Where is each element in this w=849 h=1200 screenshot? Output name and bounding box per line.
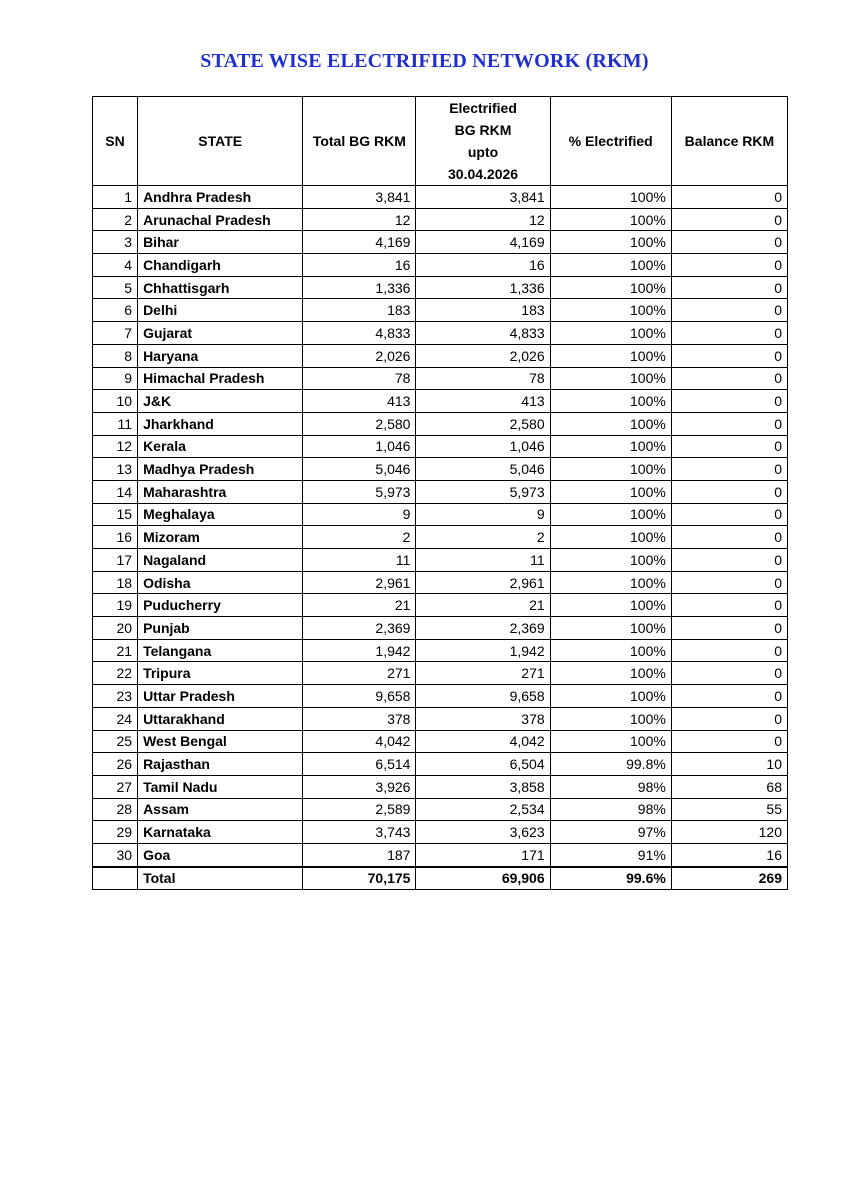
table-row [93,480,788,503]
cell-sn: 9 [93,367,138,390]
cell-total-bg-rkm: 2 [303,526,416,549]
cell-percent-electrified: 100% [550,707,671,730]
cell-total-bg-rkm: 21 [303,594,416,617]
cell-state: Arunachal Pradesh [138,208,303,231]
cell-balance-rkm: 0 [671,412,787,435]
cell-electrified-bg-rkm: 6,504 [416,753,550,776]
cell-total-bg-rkm: 5,046 [303,458,416,481]
cell-percent-electrified: 100% [550,617,671,640]
cell-sn: 14 [93,480,138,503]
header-electrified-bg-rkm: Electrified BG RKM upto 30.04.2026 [416,97,550,186]
cell-total-bg-rkm: 413 [303,390,416,413]
cell-state: Haryana [138,344,303,367]
cell-state: Uttarakhand [138,707,303,730]
cell-sn: 22 [93,662,138,685]
cell-state: Telangana [138,639,303,662]
cell-total-bg-rkm: 11 [303,549,416,572]
cell-sn: 30 [93,843,138,866]
header-percent-electrified: % Electrified [550,97,671,186]
cell-electrified-bg-rkm: 4,833 [416,322,550,345]
cell-sn: 21 [93,639,138,662]
cell-percent-electrified: 100% [550,208,671,231]
table-row [93,208,788,231]
cell-balance-rkm: 120 [671,821,787,844]
cell-state: Tamil Nadu [138,775,303,798]
cell-balance-rkm: 0 [671,186,787,209]
page-title: STATE WISE ELECTRIFIED NETWORK (RKM) [200,50,649,72]
cell-percent-electrified: 100% [550,412,671,435]
cell-electrified-bg-rkm: 12 [416,208,550,231]
cell-total-bg-rkm: 1,942 [303,639,416,662]
cell-total-bg-rkm: 78 [303,367,416,390]
cell-total-bg-rkm: 2,026 [303,344,416,367]
cell-electrified-bg-rkm: 21 [416,594,550,617]
cell-total-bg-rkm: 1,046 [303,435,416,458]
cell-percent-electrified: 100% [550,231,671,254]
cell-electrified-bg-rkm: 1,336 [416,276,550,299]
cell-total-bg-rkm: 12 [303,208,416,231]
cell-state: Andhra Pradesh [138,186,303,209]
cell-sn: 16 [93,526,138,549]
cell-percent-electrified: 100% [550,299,671,322]
cell-total-bg-rkm: 16 [303,254,416,277]
table-row [93,617,788,640]
cell-total-bg-rkm: 3,743 [303,821,416,844]
cell-percent-electrified: 100% [550,367,671,390]
cell-electrified-bg-rkm: 3,623 [416,821,550,844]
cell-percent-electrified: 100% [550,480,671,503]
cell-total-bg-rkm: 4,042 [303,730,416,753]
cell-electrified-bg-rkm: 2 [416,526,550,549]
cell-total-bg-rkm: 2,580 [303,412,416,435]
table-row [93,458,788,481]
cell-electrified-bg-rkm: 183 [416,299,550,322]
cell-electrified-bg-rkm: 2,369 [416,617,550,640]
cell-total-bg-rkm: 183 [303,299,416,322]
table-row [93,526,788,549]
table-row [93,186,788,209]
table-row [93,753,788,776]
cell-sn: 24 [93,707,138,730]
total-balance-rkm: 269 [671,867,787,890]
cell-electrified-bg-rkm: 2,534 [416,798,550,821]
cell-sn: 8 [93,344,138,367]
cell-total-bg-rkm: 4,169 [303,231,416,254]
table-row [93,390,788,413]
cell-balance-rkm: 0 [671,208,787,231]
header-state: STATE [138,97,303,186]
cell-sn: 29 [93,821,138,844]
cell-balance-rkm: 0 [671,594,787,617]
cell-balance-rkm: 0 [671,322,787,345]
cell-state: Mizoram [138,526,303,549]
cell-electrified-bg-rkm: 4,042 [416,730,550,753]
cell-percent-electrified: 100% [550,458,671,481]
cell-state: Puducherry [138,594,303,617]
cell-sn: 5 [93,276,138,299]
cell-balance-rkm: 10 [671,753,787,776]
cell-state: West Bengal [138,730,303,753]
cell-electrified-bg-rkm: 271 [416,662,550,685]
cell-percent-electrified: 100% [550,390,671,413]
total-sn [93,867,138,890]
cell-state: Karnataka [138,821,303,844]
cell-electrified-bg-rkm: 1,046 [416,435,550,458]
cell-sn: 18 [93,571,138,594]
cell-balance-rkm: 0 [671,390,787,413]
cell-percent-electrified: 100% [550,503,671,526]
cell-balance-rkm: 0 [671,480,787,503]
cell-balance-rkm: 0 [671,367,787,390]
table-row [93,254,788,277]
cell-sn: 15 [93,503,138,526]
cell-percent-electrified: 99.8% [550,753,671,776]
cell-balance-rkm: 0 [671,707,787,730]
cell-total-bg-rkm: 2,961 [303,571,416,594]
cell-balance-rkm: 0 [671,344,787,367]
cell-state: Uttar Pradesh [138,685,303,708]
cell-state: Gujarat [138,322,303,345]
table-header-row [93,97,788,186]
cell-sn: 4 [93,254,138,277]
cell-electrified-bg-rkm: 2,026 [416,344,550,367]
cell-state: Himachal Pradesh [138,367,303,390]
cell-electrified-bg-rkm: 378 [416,707,550,730]
cell-sn: 28 [93,798,138,821]
cell-total-bg-rkm: 271 [303,662,416,685]
cell-percent-electrified: 100% [550,322,671,345]
cell-balance-rkm: 0 [671,526,787,549]
header-balance-rkm: Balance RKM [671,97,787,186]
cell-balance-rkm: 0 [671,299,787,322]
total-total-bg-rkm: 70,175 [303,867,416,890]
cell-total-bg-rkm: 3,926 [303,775,416,798]
cell-percent-electrified: 100% [550,685,671,708]
cell-sn: 11 [93,412,138,435]
table-row [93,639,788,662]
cell-percent-electrified: 100% [550,571,671,594]
table-row [93,707,788,730]
cell-state: Bihar [138,231,303,254]
cell-sn: 26 [93,753,138,776]
cell-state: Delhi [138,299,303,322]
cell-total-bg-rkm: 4,833 [303,322,416,345]
table-row [93,843,788,866]
table-row [93,821,788,844]
cell-sn: 10 [93,390,138,413]
table-row [93,594,788,617]
cell-total-bg-rkm: 9 [303,503,416,526]
cell-balance-rkm: 0 [671,254,787,277]
cell-percent-electrified: 91% [550,843,671,866]
cell-electrified-bg-rkm: 1,942 [416,639,550,662]
cell-state: Nagaland [138,549,303,572]
cell-balance-rkm: 0 [671,639,787,662]
table-row [93,549,788,572]
cell-total-bg-rkm: 378 [303,707,416,730]
cell-electrified-bg-rkm: 78 [416,367,550,390]
cell-total-bg-rkm: 6,514 [303,753,416,776]
cell-balance-rkm: 0 [671,276,787,299]
table-row [93,299,788,322]
cell-total-bg-rkm: 187 [303,843,416,866]
table-row [93,798,788,821]
cell-state: Kerala [138,435,303,458]
cell-state: Madhya Pradesh [138,458,303,481]
cell-sn: 6 [93,299,138,322]
cell-state: Goa [138,843,303,866]
cell-balance-rkm: 0 [671,458,787,481]
cell-percent-electrified: 97% [550,821,671,844]
cell-state: Rajasthan [138,753,303,776]
header-sn: SN [93,97,138,186]
cell-electrified-bg-rkm: 16 [416,254,550,277]
cell-state: J&K [138,390,303,413]
total-row [93,867,788,890]
cell-percent-electrified: 100% [550,276,671,299]
table-row [93,685,788,708]
table-row [93,344,788,367]
cell-balance-rkm: 0 [671,730,787,753]
table-row [93,231,788,254]
cell-sn: 27 [93,775,138,798]
cell-electrified-bg-rkm: 9 [416,503,550,526]
cell-state: Jharkhand [138,412,303,435]
cell-balance-rkm: 0 [671,435,787,458]
cell-state: Tripura [138,662,303,685]
header-total-bg-rkm: Total BG RKM [303,97,416,186]
cell-electrified-bg-rkm: 11 [416,549,550,572]
table-row [93,662,788,685]
cell-percent-electrified: 100% [550,344,671,367]
cell-sn: 2 [93,208,138,231]
cell-sn: 25 [93,730,138,753]
cell-sn: 7 [93,322,138,345]
cell-state: Chandigarh [138,254,303,277]
cell-percent-electrified: 100% [550,730,671,753]
total-percent-electrified: 99.6% [550,867,671,890]
total-state: Total [138,867,303,890]
cell-sn: 13 [93,458,138,481]
cell-sn: 19 [93,594,138,617]
table-row [93,775,788,798]
table-row [93,322,788,345]
cell-sn: 12 [93,435,138,458]
cell-state: Maharashtra [138,480,303,503]
cell-state: Assam [138,798,303,821]
cell-balance-rkm: 0 [671,231,787,254]
cell-state: Chhattisgarh [138,276,303,299]
cell-balance-rkm: 0 [671,685,787,708]
cell-percent-electrified: 100% [550,594,671,617]
cell-total-bg-rkm: 2,589 [303,798,416,821]
cell-percent-electrified: 100% [550,662,671,685]
cell-electrified-bg-rkm: 413 [416,390,550,413]
cell-percent-electrified: 100% [550,549,671,572]
cell-electrified-bg-rkm: 2,580 [416,412,550,435]
cell-balance-rkm: 0 [671,617,787,640]
cell-total-bg-rkm: 9,658 [303,685,416,708]
table-row [93,435,788,458]
cell-sn: 3 [93,231,138,254]
cell-sn: 1 [93,186,138,209]
cell-balance-rkm: 0 [671,662,787,685]
cell-balance-rkm: 16 [671,843,787,866]
total-electrified-bg-rkm: 69,906 [416,867,550,890]
cell-balance-rkm: 0 [671,503,787,526]
table-row [93,571,788,594]
table-row [93,276,788,299]
cell-percent-electrified: 98% [550,798,671,821]
cell-electrified-bg-rkm: 2,961 [416,571,550,594]
cell-electrified-bg-rkm: 3,858 [416,775,550,798]
cell-total-bg-rkm: 1,336 [303,276,416,299]
cell-sn: 17 [93,549,138,572]
cell-percent-electrified: 100% [550,639,671,662]
cell-sn: 20 [93,617,138,640]
table-row [93,503,788,526]
cell-total-bg-rkm: 3,841 [303,186,416,209]
cell-balance-rkm: 0 [671,571,787,594]
cell-state: Odisha [138,571,303,594]
cell-percent-electrified: 100% [550,186,671,209]
cell-electrified-bg-rkm: 5,046 [416,458,550,481]
cell-state: Punjab [138,617,303,640]
cell-total-bg-rkm: 2,369 [303,617,416,640]
electrified-network-table [92,96,788,890]
cell-electrified-bg-rkm: 171 [416,843,550,866]
cell-total-bg-rkm: 5,973 [303,480,416,503]
table-body [93,186,788,890]
cell-percent-electrified: 100% [550,435,671,458]
cell-balance-rkm: 0 [671,549,787,572]
cell-electrified-bg-rkm: 5,973 [416,480,550,503]
cell-percent-electrified: 100% [550,526,671,549]
cell-sn: 23 [93,685,138,708]
table-row [93,412,788,435]
cell-electrified-bg-rkm: 3,841 [416,186,550,209]
cell-electrified-bg-rkm: 9,658 [416,685,550,708]
cell-balance-rkm: 68 [671,775,787,798]
cell-percent-electrified: 100% [550,254,671,277]
cell-electrified-bg-rkm: 4,169 [416,231,550,254]
cell-percent-electrified: 98% [550,775,671,798]
cell-balance-rkm: 55 [671,798,787,821]
table-row [93,367,788,390]
table-row [93,730,788,753]
cell-state: Meghalaya [138,503,303,526]
